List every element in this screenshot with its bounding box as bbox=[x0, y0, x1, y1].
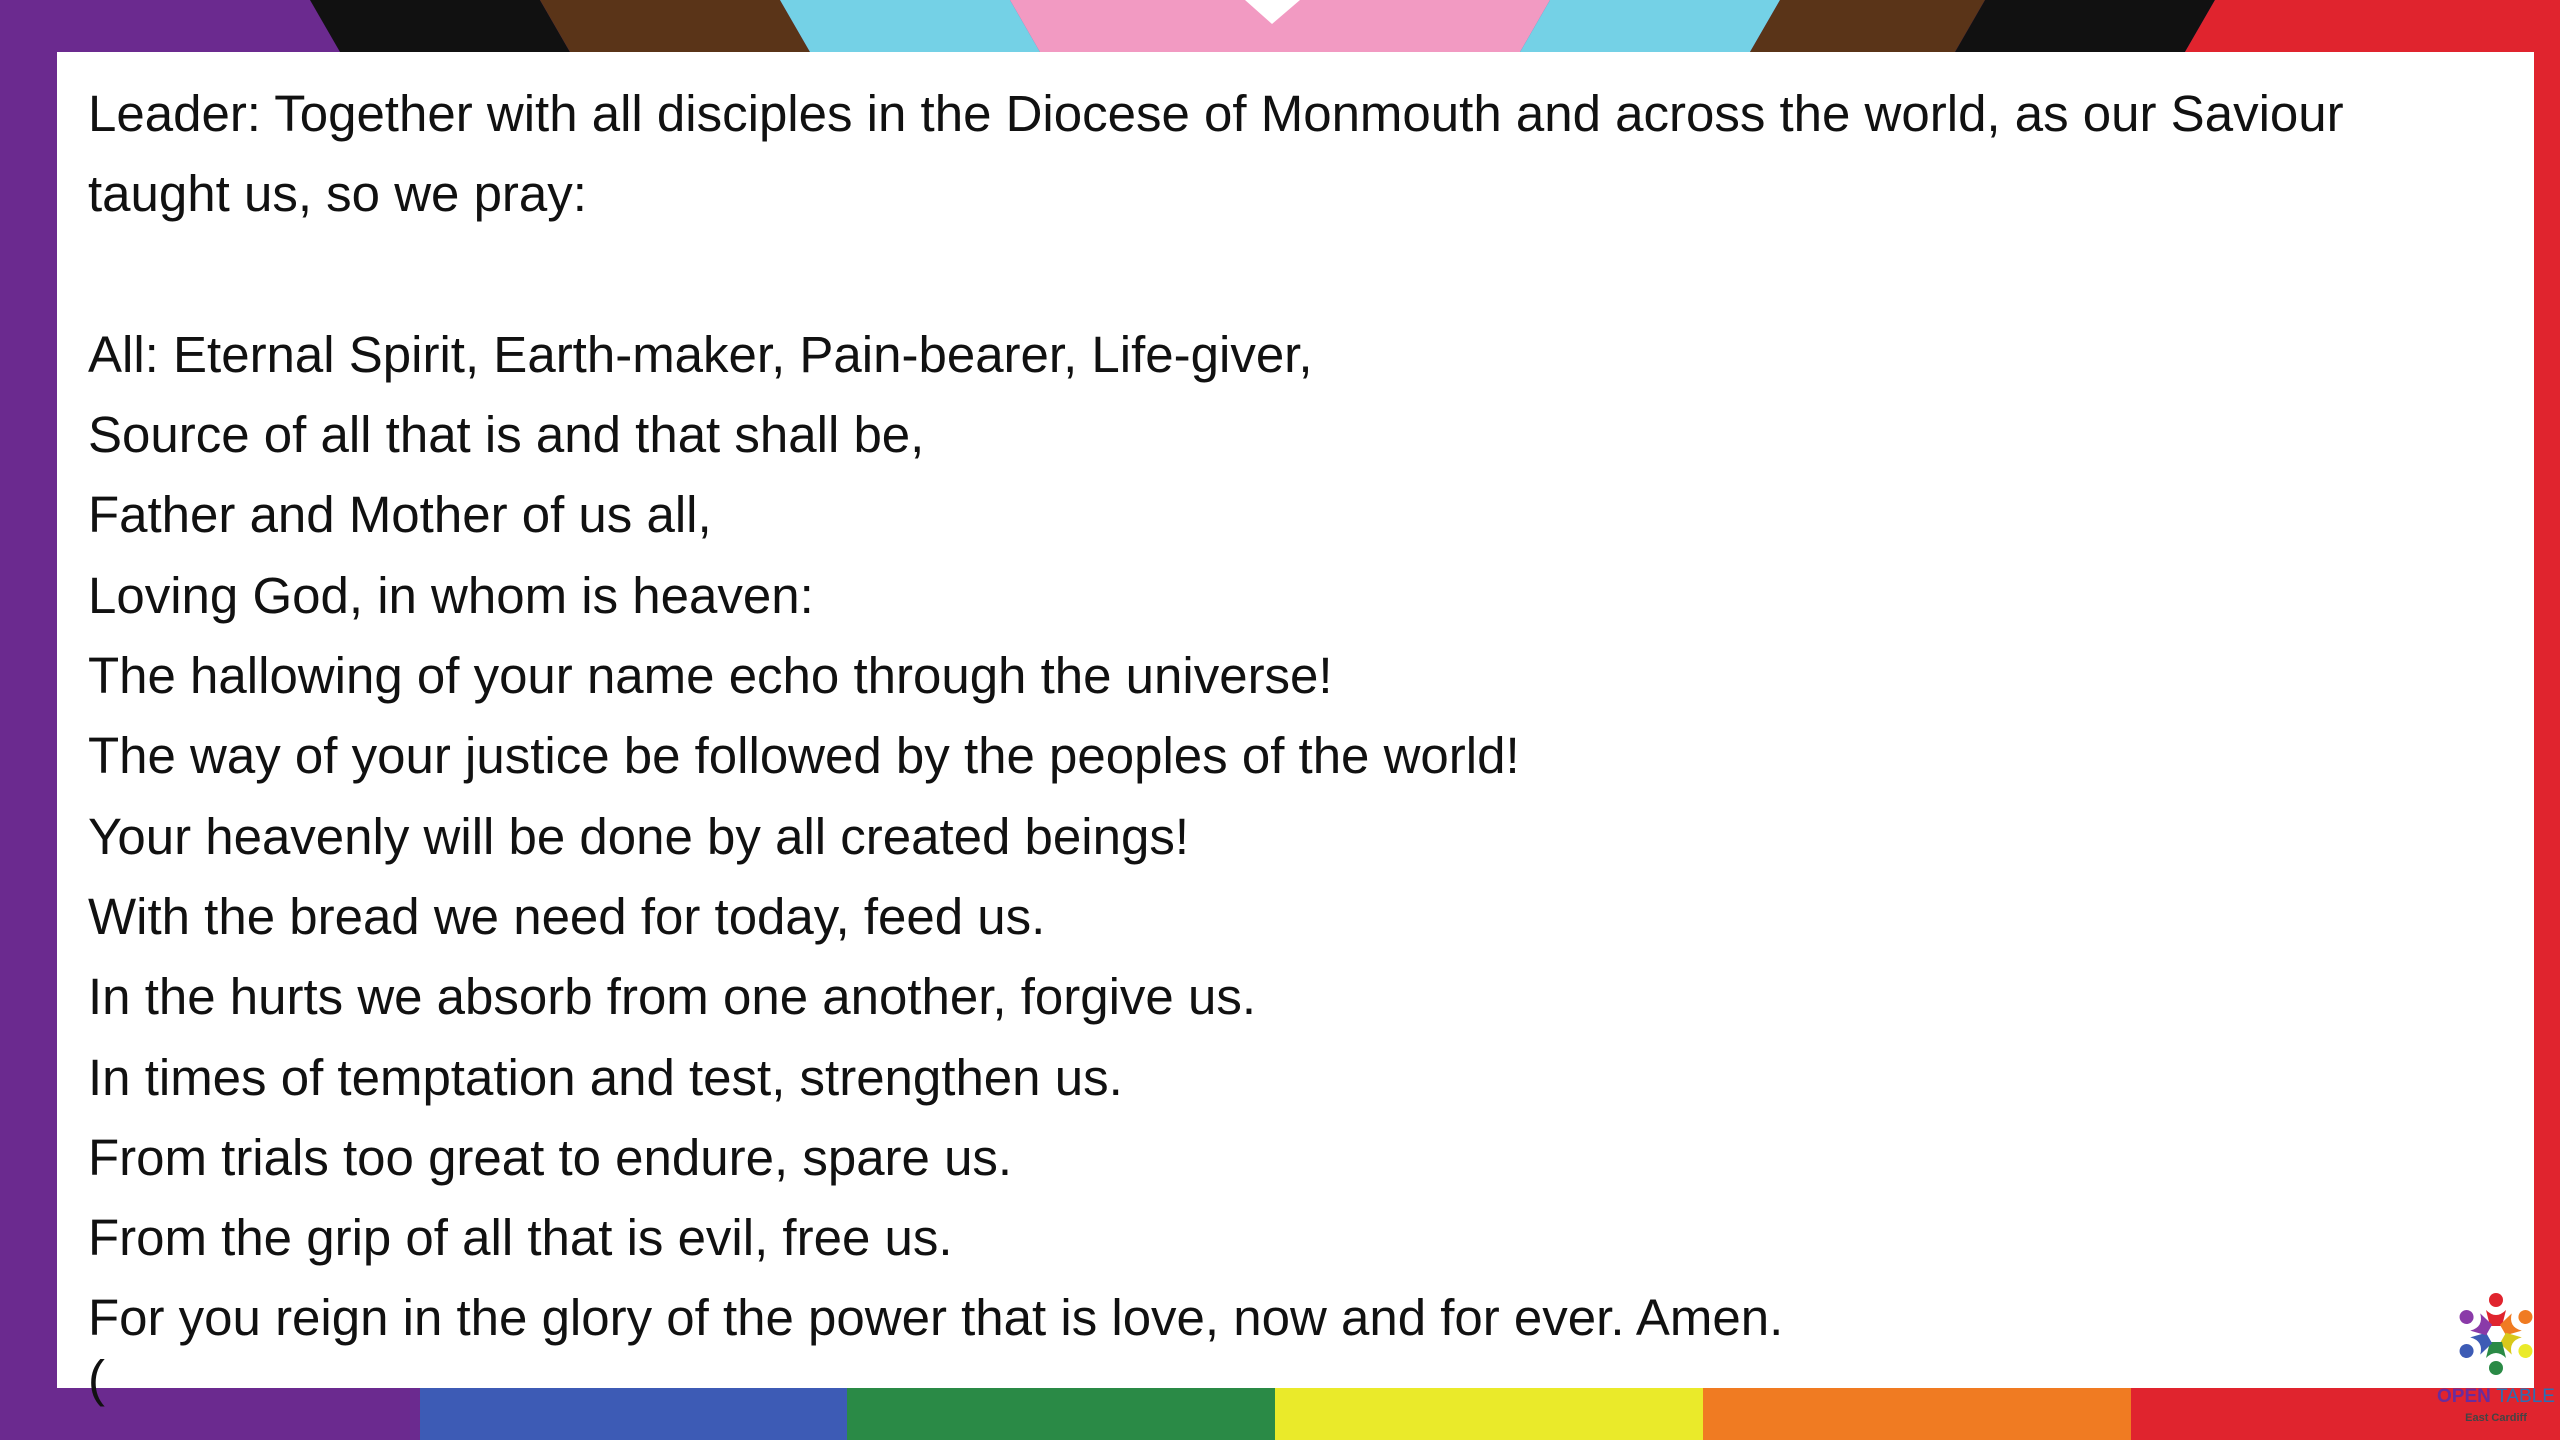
chevron-purple-top bbox=[0, 0, 340, 52]
prayer-line-1: All: Eternal Spirit, Earth-maker, Pain-bearer, Life-giver, bbox=[88, 325, 1313, 383]
prayer-line-3: Father and Mother of us all, bbox=[88, 486, 712, 544]
blank-line bbox=[88, 235, 2488, 315]
prayer-line-7: Your heavenly will be done by all created beings! bbox=[88, 807, 1190, 865]
chevron-brown-right bbox=[1750, 0, 1985, 52]
stray-character: ( bbox=[88, 1349, 105, 1407]
prayer-line-8: With the bread we need for today, feed us. bbox=[88, 887, 1046, 945]
leader-line-1: Leader: Together with all disciples in the Diocese of Monmouth and across the world, as our Saviour bbox=[88, 85, 2344, 142]
prayer-line-10: In times of temptation and test, strengthen us. bbox=[88, 1048, 1123, 1106]
prayer-line-13: For you reign in the glory of the power that is love, now and for ever. Amen. bbox=[88, 1289, 1784, 1347]
chevron-brown-left bbox=[540, 0, 810, 52]
leader-line-2: taught us, so we pray: bbox=[88, 165, 587, 223]
prayer-line-4: Loving God, in whom is heaven: bbox=[88, 566, 814, 624]
open-table-logo bbox=[2426, 1284, 2560, 1434]
chevron-black-right bbox=[1955, 0, 2215, 52]
prayer-line-6: The way of your justice be followed by the peoples of the world! bbox=[88, 727, 1520, 785]
logo-word-open: OPEN bbox=[2437, 1386, 2491, 1407]
prayer-line-2: Source of all that is and that shall be, bbox=[88, 406, 925, 464]
prayer-line-11: From trials too great to endure, spare us. bbox=[88, 1128, 1013, 1186]
chevron-red-top bbox=[2185, 0, 2560, 52]
stripe-right-red bbox=[2534, 0, 2560, 1440]
logo-word-table: TABLE bbox=[2496, 1386, 2555, 1407]
prayer-line-9: In the hurts we absorb from one another, forgive us. bbox=[88, 968, 1256, 1026]
logo-subtitle: East Cardiff bbox=[2465, 1412, 2527, 1424]
people-circle-icon bbox=[2446, 1284, 2546, 1384]
chevron-lightblue-left bbox=[780, 0, 1040, 52]
chevron-black-left bbox=[310, 0, 570, 52]
chevron-lightblue-right bbox=[1520, 0, 1780, 52]
prayer-line-5: The hallowing of your name echo through the universe! bbox=[88, 647, 1333, 705]
prayer-line-12: From the grip of all that is evil, free us. bbox=[88, 1209, 953, 1267]
logo-wordmark bbox=[2426, 1386, 2560, 1408]
prayer-text bbox=[88, 74, 2488, 1407]
slide-panel bbox=[57, 52, 2555, 1424]
